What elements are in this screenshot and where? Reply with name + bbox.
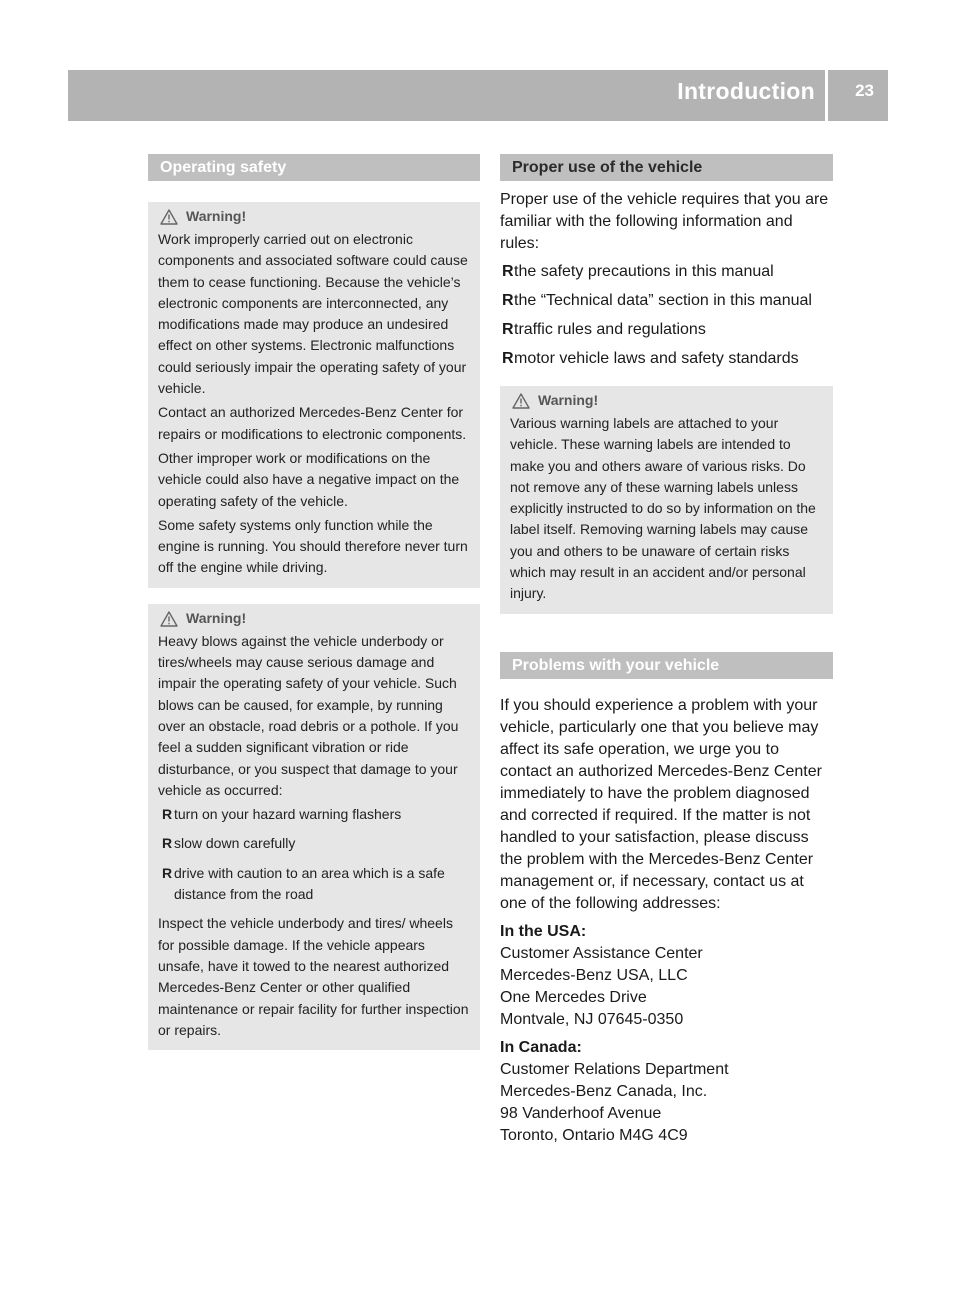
warning-paragraph: Work improperly carried out on electronic components and associated software could cause them to cease functioning. Because the vehicle’s electronic components are interconnected, any modifications made may produce an undesired effect on other systems. Electronic malfunctions could seriously impair the operating safety of your vehicle. [158,231,468,397]
warning-box-labels [500,386,833,614]
usa-address-heading: In the USA: [500,922,587,940]
canada-address [500,1037,833,1147]
bullet-icon: R [502,292,514,309]
address-line: Customer Relations Department [500,1060,729,1078]
proper-use-heading: Proper use of the vehicle [500,154,833,181]
list-item: R the safety precautions in this manual [500,261,833,283]
canada-address-heading: In Canada: [500,1038,582,1056]
left-column [148,154,480,1050]
warning-paragraph: Other improper work or modifications on the vehicle could also have a negative impact on the operating safety of the vehicle. [158,449,460,509]
warning-paragraph: Various warning labels are attached to your vehicle. These warning labels are intended to make you and others aware of various risks. Do not remove any of these warning labels unless explicitly instructed to do so by information on the label itself. Removing warning labels may cause you and others to be unaware of certain risks which may result in an accident and/or personal injury. [510,415,816,602]
warning-title: Warning! [158,206,472,228]
bullet-icon: R [502,263,514,280]
warning-triangle-icon [160,209,178,225]
list-item: R traffic rules and regulations [500,319,833,341]
warning-triangle-icon [160,611,178,627]
address-line: Customer Assistance Center [500,944,703,962]
bullet-icon: R [162,806,173,823]
problems-body [500,695,833,1147]
address-line: Montvale, NJ 07645-0350 [500,1010,684,1028]
bullet-icon: R [162,835,173,852]
warning-paragraph: Some safety systems only function while the engine is running. You should therefore never turn off the engine while driving. [158,516,468,576]
warning-title: Warning! [510,390,825,412]
address-line: 98 Vanderhoof Avenue [500,1104,662,1122]
right-column [500,154,833,1147]
page-number: 23 [855,81,874,100]
list-item: R drive with caution to an area which is a safe distance from the road [162,864,445,903]
bullet-icon: R [162,864,173,881]
proper-use-intro: Proper use of the vehicle requires that you are familiar with the following information and rules: [500,191,829,252]
list-item: R slow down carefully [158,833,472,854]
warning-paragraph: Inspect the vehicle underbody and tires/ wheels for possible damage. If the vehicle appears unsafe, have it towed to the nearest authorized Mercedes-Benz Center or other qualified maintenance or repair facility for further inspection or repairs. [158,915,469,1038]
usa-address [500,921,833,1031]
list-item: R turn on your hazard warning flashers [158,804,472,825]
warning-paragraph: Contact an authorized Mercedes-Benz Center for repairs or modifications to electronic components. [158,404,467,442]
warning-title: Warning! [158,608,472,630]
list-item: R motor vehicle laws and safety standards [500,348,833,370]
warning-bullet-list [158,804,472,905]
proper-use-body [500,189,833,370]
warning-paragraph: Heavy blows against the vehicle underbody or tires/wheels may cause serious damage and impair the operating safety of your vehicle. Such blows can be caused, for example, by running over an obstacle, road debris or a pothole. If you feel a sudden significant vibration or ride disturbance, or you suspect that damage to your vehicle as occurred: [158,632,459,798]
operating-safety-heading: Operating safety [148,154,480,181]
page-header [68,70,888,121]
problems-intro: If you should experience a problem with your vehicle, particularly one that you believe may affect its safe operation, we urge you to contact an authorized Mercedes-Benz Center immediately to have the problem diagnosed and corrected if required. If the matter is not handled to your satisfaction, please discuss the problem with the Mercedes-Benz Center management or, if necessary, contact us at one of the following addresses: [500,696,822,912]
warning-box-underbody [148,604,480,1050]
address-line: Mercedes-Benz USA, LLC [500,966,688,984]
proper-use-bullet-list [500,261,833,370]
problems-heading: Problems with your vehicle [500,652,833,679]
chapter-title: Introduction [677,58,828,121]
list-item: R the “Technical data” section in this manual [500,290,833,312]
warning-box-electronics [148,202,480,588]
warning-triangle-icon [512,393,530,409]
address-line: Mercedes-Benz Canada, Inc. [500,1082,708,1100]
bullet-icon: R [502,350,514,367]
bullet-icon: R [502,321,514,338]
address-line: Toronto, Ontario M4G 4C9 [500,1126,688,1144]
address-line: One Mercedes Drive [500,988,647,1006]
